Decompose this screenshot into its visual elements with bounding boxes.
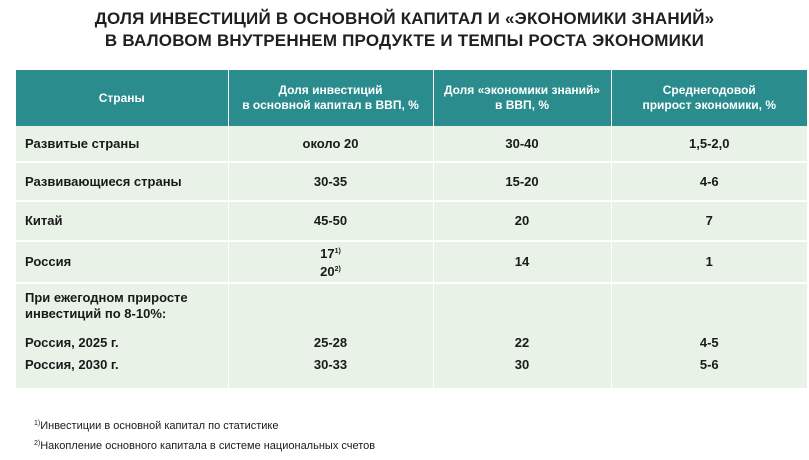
cell-growth: 1: [611, 241, 807, 283]
cell-growth: [611, 283, 807, 389]
table-header-row: [16, 70, 807, 126]
cell-growth: 7: [611, 201, 807, 241]
cell-investment: около 20: [228, 126, 433, 162]
page-title: [0, 8, 809, 52]
investment-value-1: 17: [320, 246, 335, 261]
cell-country: Россия: [16, 241, 228, 283]
forecast-investment-2025: 25-28: [313, 335, 348, 350]
title-line-1: ДОЛЯ ИНВЕСТИЦИЙ В ОСНОВНОЙ КАПИТАЛ И «ЭКОНОМИКИ ЗНАНИЙ»: [94, 9, 715, 28]
forecast-label-2030: Россия, 2030 г.: [25, 357, 119, 372]
table-row: [16, 162, 807, 201]
footnote-text-2: Накопление основного капитала в системе национальных счетов: [40, 440, 376, 452]
footnote-1: [34, 417, 278, 433]
footnote-mark-1: 1): [34, 420, 41, 427]
cell-growth: 1,5-2,0: [611, 126, 807, 162]
header-investment: Доля инвестиций в основной капитал в ВВП, %: [228, 70, 433, 126]
cell-knowledge: 20: [433, 201, 611, 241]
cell-country: [16, 283, 228, 389]
header-knowledge-economy: Доля «экономики знаний» в ВВП, %: [433, 70, 611, 126]
footnote-text-1: Инвестиции в основной капитал по статистике: [40, 420, 279, 432]
cell-investment: 30-35: [228, 162, 433, 201]
cell-country: Китай: [16, 201, 228, 241]
footnote-2: [34, 437, 375, 453]
footnote-mark-2: 2): [34, 440, 41, 447]
cell-investment: [228, 283, 433, 389]
forecast-heading: При ежегодном приросте инвестиций по 8-10%:: [25, 290, 188, 321]
footnote-ref-2: 2): [334, 266, 341, 273]
cell-investment: 45-50: [228, 201, 433, 241]
cell-knowledge: 30-40: [433, 126, 611, 162]
header-countries: Страны: [16, 70, 228, 126]
investment-value-2: 20: [320, 264, 335, 279]
table-row: [16, 283, 807, 389]
header-growth: Среднегодовой прирост экономики, %: [611, 70, 807, 126]
cell-investment: [228, 241, 433, 283]
forecast-label-2025: Россия, 2025 г.: [25, 335, 119, 350]
forecast-growth-2030: 5-6: [699, 357, 719, 372]
title-line-2: В ВАЛОВОМ ВНУТРЕННЕМ ПРОДУКТЕ И ТЕМПЫ РОСТА ЭКОНОМИКИ: [104, 31, 705, 50]
cell-knowledge: 14: [433, 241, 611, 283]
footnote-ref-1: 1): [334, 248, 341, 255]
cell-country: Развивающиеся страны: [16, 162, 228, 201]
cell-growth: 4-6: [611, 162, 807, 201]
table-row: [16, 201, 807, 241]
forecast-knowledge-2030: 30: [514, 357, 530, 372]
cell-knowledge: [433, 283, 611, 389]
forecast-growth-2025: 4-5: [699, 335, 719, 350]
data-table: [16, 70, 807, 390]
table-row: [16, 241, 807, 283]
cell-knowledge: 15-20: [433, 162, 611, 201]
table-row: [16, 126, 807, 162]
cell-country: Развитые страны: [16, 126, 228, 162]
forecast-knowledge-2025: 22: [514, 335, 530, 350]
forecast-investment-2030: 30-33: [313, 357, 348, 372]
